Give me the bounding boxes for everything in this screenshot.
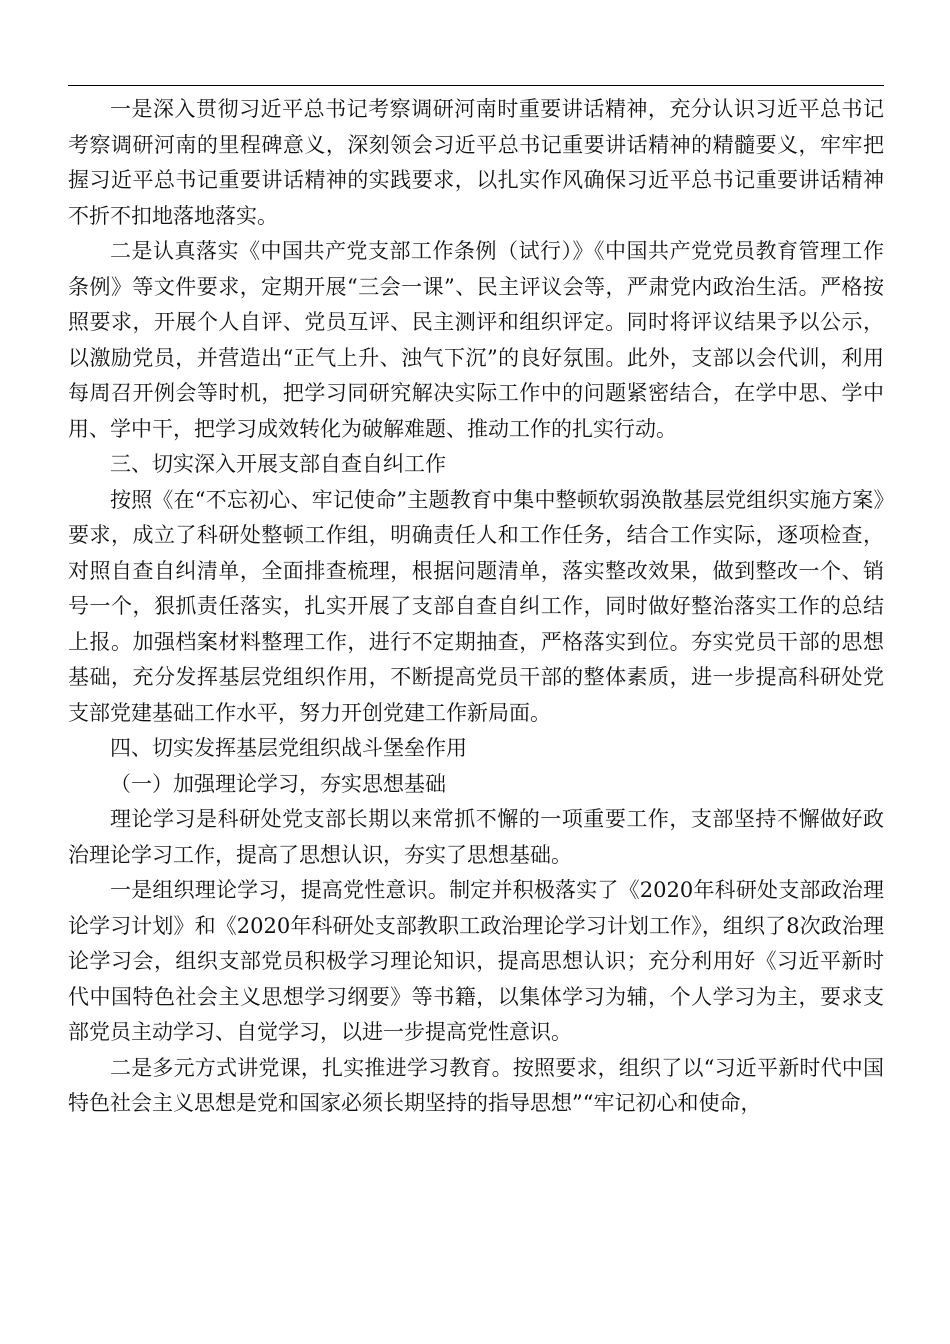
paragraph-theory-study: 理论学习是科研处党支部长期以来常抓不懈的一项重要工作，支部坚持不懈做好政治理论学习工作，提高了思想认识，夯实了思想基础。 bbox=[68, 807, 884, 867]
paragraph-self-inspection: 按照《在“不忘初心、牢记使命”主题教育中集中整顿软弱涣散基层党组织实施方案》要求，成立了科研处整顿工作组，明确责任人和工作任务，结合工作实际，逐项检查，对照自查自纠清单，全面排查梳理，根据问题清单，落实整改效果，做到整改一个、销号一个，狠抓责任落实，扎实开展了支部自查自纠工作，同时做好整治落实工作的总结上报。加强档案材料整理工作，进行不定期抽查，严格落实到位。夯实党员干部的思想基础，充分发挥基层党组织作用，不断提高党员干部的整体素质，进一步提高科研处党支部党建基础工作水平，努力开创党建工作新局面。 bbox=[68, 487, 884, 725]
section-heading-four: 四、切实发挥基层党组织战斗堡垒作用 bbox=[110, 736, 467, 760]
subsection-heading-one: （一）加强理论学习，夯实思想基础 bbox=[110, 771, 446, 796]
paragraph-point-one: 一是深入贯彻习近平总书记考察调研河南时重要讲话精神，充分认识习近平总书记考察调研河南的里程碑意义，深刻领会习近平总书记重要讲话精神的精髓要义，牢牢把握习近平总书记重要讲话精神的实践要求，以扎实作风确保习近平总书记重要讲话精神不折不扣地落地落实。 bbox=[68, 97, 884, 228]
document-page bbox=[68, 0, 884, 1344]
section-heading-three: 三、切实深入开展支部自查自纠工作 bbox=[110, 452, 446, 476]
paragraph-point-two: 二是认真落实《中国共产党支部工作条例（试行）》《中国共产党党员教育管理工作条例》等文件要求，定期开展“三会一课”、民主评议会等，严肃党内政治生活。严格按照要求，开展个人自评、党员互评、民主测评和组织评定。同时将评议结果予以公示，以激励党员，并营造出“正气上升、浊气下沉”的良好氛围。此外，支部以会代训，利用每周召开例会等时机，把学习同研究解决实际工作中的问题紧密结合，在学中思、学中用、学中干，把学习成效转化为破解难题、推动工作的扎实行动。 bbox=[68, 239, 884, 441]
paragraph-party-lectures: 二是多元方式讲党课，扎实推进学习教育。按照要求，组织了以“习近平新时代中国特色社会主义思想是党和国家必须长期坚持的指导思想”“牢记初心和使命， bbox=[68, 1055, 884, 1115]
header-rule bbox=[68, 85, 884, 86]
paragraph-organize-study: 一是组织理论学习，提高党性意识。制定并积极落实了《2020年科研处支部政治理论学习计划》和《2020年科研处支部教职工政治理论学习计划工作》，组织了8次政治理论学习会，组织支部党员积极学习理论知识，提高思想认识；充分利用好《习近平新时代中国特色社会主义思想学习纲要》等书籍，以集体学习为辅，个人学习为主，要求支部党员主动学习、自觉学习，以进一步提高党性意识。 bbox=[68, 878, 884, 1044]
document-body bbox=[68, 92, 884, 1122]
